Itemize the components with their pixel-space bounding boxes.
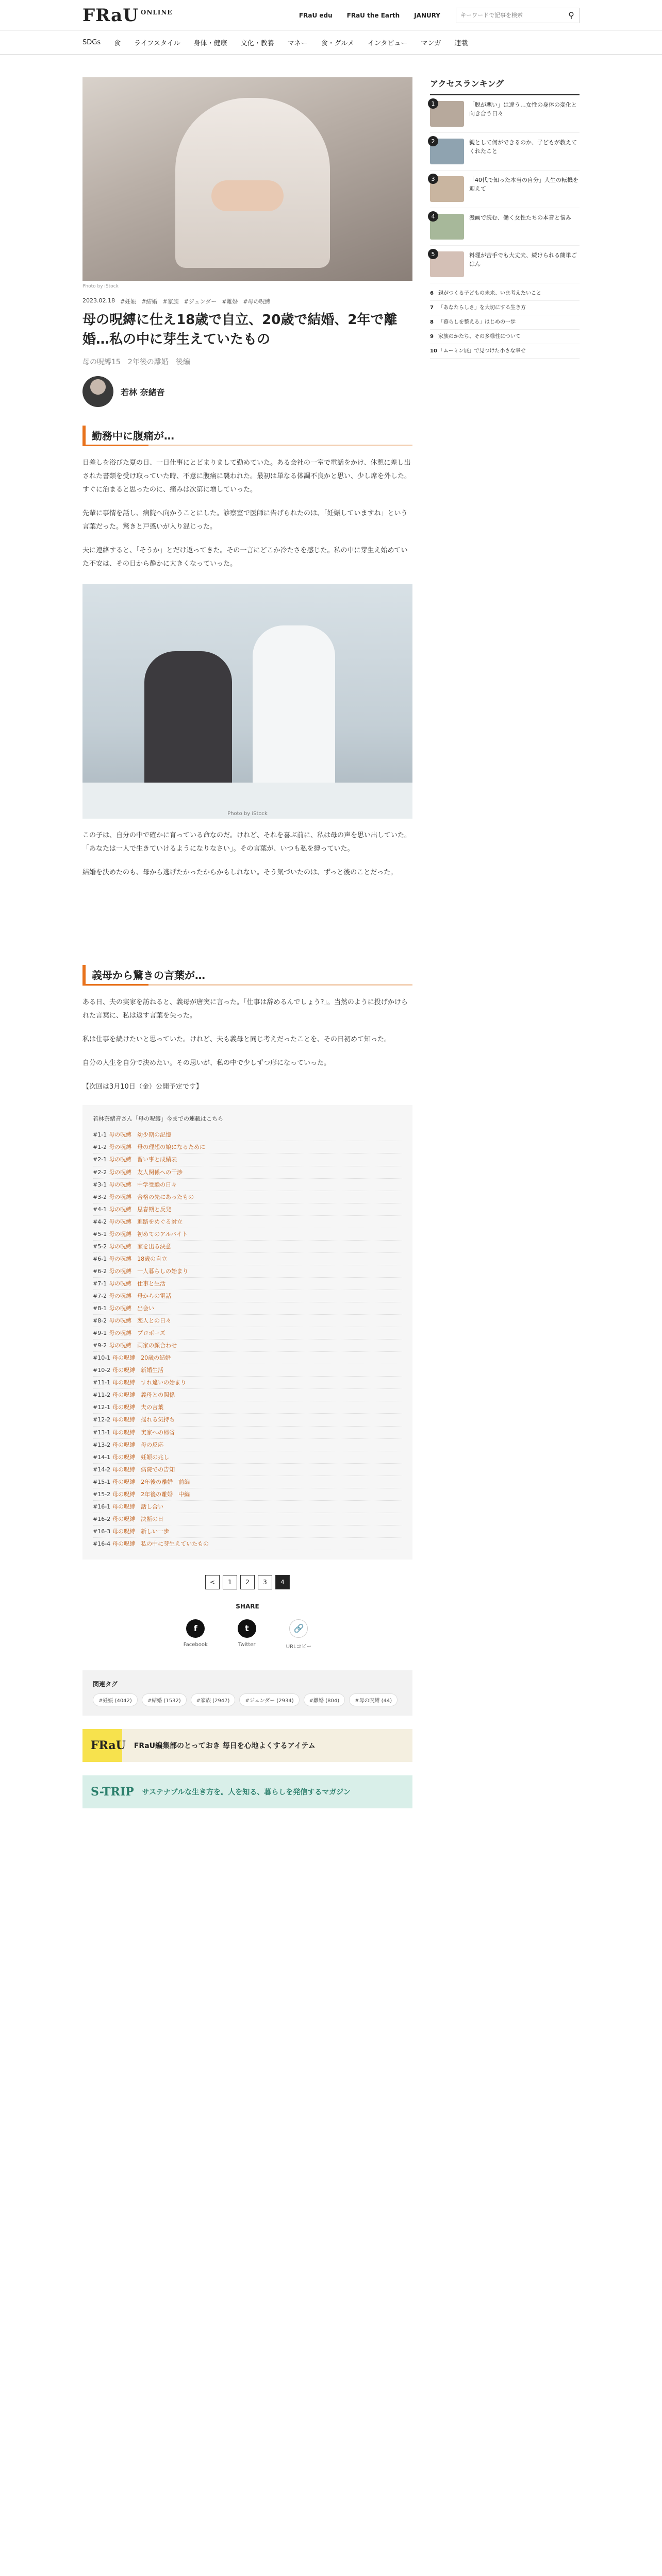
section-underline [82,445,412,446]
paragraph: この子は、自分の中で確かに育っている命なのだ。けれど、それを喜ぶ前に、私は母の声を思い出していた。「あなたは一人で生きていけるようになりなさい」。その言葉が、いつも私を縛っていた。 [82,832,411,853]
nav-interview[interactable]: インタビュー [367,40,408,47]
photo-doctor [253,625,335,795]
banner-logo: S-TRIP [91,1785,134,1799]
sublink-janury[interactable]: JANURY [414,11,440,19]
ranking-subitem[interactable]: 8 「暮らしを整える」はじめの一歩 [430,315,580,330]
episode-link[interactable]: #3-2 母の呪縛 合格の先にあったもの [93,1191,402,1204]
episode-link[interactable]: #16-1 母の呪縛 話し合い [93,1501,402,1513]
episode-link[interactable]: #6-2 母の呪縛 一人暮らしの始まり [93,1265,402,1278]
rank-number: 3 [428,174,438,184]
share-row [82,1619,412,1650]
rank-number: 5 [428,249,438,259]
episode-link[interactable]: #10-2 母の呪縛 新婚生活 [93,1364,402,1377]
ad-space [82,879,412,946]
share-twitter[interactable]: t Twitter [238,1619,256,1650]
section-underline [82,984,412,986]
tag-link[interactable]: #結婚 [141,298,158,305]
ranking-text[interactable]: 親として何ができるのか、子どもが教えてくれたこと [469,139,577,155]
page-3[interactable]: 3 [258,1575,272,1589]
nav-money[interactable]: マネー [287,40,308,47]
episode-link[interactable]: #3-1 母の呪縛 中学受験の日々 [93,1179,402,1191]
episode-link[interactable]: #6-1 母の呪縛 18歳の自立 [93,1253,402,1265]
episode-link[interactable]: #16-4 母の呪縛 私の中に芽生えていたもの [93,1538,402,1550]
photo-caption: Photo by iStock [227,811,268,817]
main-nav [0,31,662,55]
article-photo [82,584,412,819]
episode-link[interactable]: #16-2 母の呪縛 決断の日 [93,1513,402,1526]
ranking-subitem[interactable]: 10 「ムーミン展」で見つけた小さな幸せ [430,344,580,359]
ranking-subitem[interactable]: 9 家族のかたち、その多様性について [430,330,580,344]
ranking-text[interactable]: 「40代で知った本当の自分」人生の転機を迎えて [469,177,578,192]
ranking-item[interactable] [430,171,580,208]
related-tags-label: 関連タグ [93,1680,118,1688]
nav-series[interactable]: 連載 [454,40,468,47]
link-icon[interactable]: 🔗 [289,1619,308,1638]
paragraph: 先輩に事情を話し、病院へ向かうことにした。診察室で医師に告げられたのは、「妊娠していますね」という言葉だった。驚きと戸惑いが入り混じった。 [82,510,408,531]
site-logo[interactable]: FRaU $^{ONLINE}$ [82,5,173,26]
episode-link[interactable]: #8-2 母の呪縛 恋人との日々 [93,1315,402,1327]
episode-link[interactable]: #11-1 母の呪縛 すれ違いの始まり [93,1377,402,1389]
episode-link[interactable]: #1-1 母の呪縛 幼少期の記憶 [93,1129,402,1141]
paragraph: 夫に連絡すると、「そうか」とだけ返ってきた。その一言にどこか冷たさを感じた。私の中に芽生え始めていた不安は、その日から静かに大きくなっていった。 [82,547,408,568]
tag-link[interactable]: #母の呪縛 [243,298,271,305]
nav-health[interactable]: 身体・健康 [193,40,227,47]
related-tags [82,1670,412,1716]
related-tag[interactable]: #家族 (2947) [191,1693,236,1706]
pagination [82,1575,412,1589]
sublink-earth[interactable]: FRaU the Earth [346,11,400,19]
ranking-text[interactable]: 漫画で読む、働く女性たちの本音と悩み [469,214,571,221]
episode-link[interactable]: #16-3 母の呪縛 新しい一歩 [93,1526,402,1538]
episode-link[interactable]: #12-2 母の呪縛 揺れる気持ち [93,1414,402,1426]
related-tag[interactable]: #母の呪縛 (44) [349,1693,398,1706]
continuation-note: 【次回は3月10日（金）公開予定です】 [82,1083,203,1091]
paragraph: ある日、夫の実家を訪ねると、義母が唐突に言った。「仕事は辞めるんでしょう?」。当然のように投げかけられた言葉に、私は返す言葉を失った。 [82,998,408,1020]
ranking-sublist [430,286,580,359]
page-4[interactable]: 4 [275,1575,290,1589]
page-prev[interactable]: < [205,1575,220,1589]
article-main [82,77,412,1808]
ranking-text[interactable]: 料理が苦手でも大丈夫、続けられる簡単ごはん [469,252,577,267]
related-tag[interactable]: #妊娠 (4042) [93,1693,138,1706]
share-url[interactable]: 🔗 URLコピー [286,1619,311,1650]
top-header [0,0,662,31]
tag-link[interactable]: #家族 [162,298,179,305]
article-title: 母の呪縛に仕え18歳で自立、20歳で結婚、2年で離婚…私の中に芽生えていたもの [82,312,398,347]
ranking-subitem[interactable]: 6 親がつくる子どもの未来、いま考えたいこと [430,286,580,301]
banner-frau-items[interactable]: FRaU FRaU編集部のとっておき 毎日を心地よくするアイテム [82,1729,412,1762]
page-wrap [82,77,580,1808]
facebook-icon[interactable]: f [186,1619,205,1638]
tag-link[interactable]: #ジェンダー [184,298,217,305]
episode-link[interactable]: #9-1 母の呪縛 プロポーズ [93,1327,402,1340]
search-input[interactable] [456,12,564,19]
section-heading-2: 義母から驚きの言葉が… [82,965,412,984]
series-index-lead: 若林奈緒音さん「母の呪縛」今までの連載はこちら [93,1115,223,1123]
nav-food[interactable]: 食 [114,40,121,47]
sidebar [430,77,580,1808]
share-block [82,1603,412,1650]
nav-culture[interactable]: 文化・教養 [240,40,274,47]
paragraph: 私は仕事を続けたいと思っていた。けれど、夫も義母と同じ考えだったことを、その日初めて知った。 [82,1036,391,1044]
episode-link[interactable]: #8-1 母の呪縛 出会い [93,1302,402,1315]
tag-link[interactable]: #離婚 [222,298,238,305]
episode-link[interactable]: #14-2 母の呪縛 病院での告知 [93,1464,402,1476]
ranking-item[interactable] [430,133,580,171]
episode-link[interactable]: #4-1 母の呪縛 思春期と反発 [93,1204,402,1216]
episode-link[interactable]: #15-1 母の呪縛 2年後の離婚 前編 [93,1476,402,1488]
search-icon[interactable]: ⚲ [568,10,574,20]
ranking-item[interactable] [430,95,580,133]
related-tag[interactable]: #離婚 (804) [304,1693,345,1706]
article-tags [82,297,412,306]
episode-link[interactable]: #13-1 母の呪縛 実家への帰省 [93,1427,402,1439]
related-tag[interactable]: #ジェンダー (2934) [239,1693,299,1706]
rank-number: 4 [428,211,438,222]
paragraph: 結婚を決めたのも、母から逃げたかったからかもしれない。そう気づいたのは、ずっと後のことだった。 [82,869,398,877]
ranking-title: アクセスランキング [430,77,580,95]
episode-link[interactable]: #4-2 母の呪縛 進路をめぐる対立 [93,1216,402,1228]
hero-hands [211,180,284,211]
nav-lifestyle[interactable]: ライフスタイル [134,40,180,47]
related-tag-list [93,1693,402,1706]
episode-link[interactable]: #12-1 母の呪縛 夫の言葉 [93,1401,402,1414]
paragraph: 自分の人生を自分で決めたい。その思いが、私の中で少しずつ形になっていった。 [82,1059,331,1067]
twitter-icon[interactable]: t [238,1619,256,1638]
episode-link[interactable]: #9-2 母の呪縛 両家の顔合わせ [93,1340,402,1352]
related-tag[interactable]: #結婚 (1532) [142,1693,187,1706]
episode-link[interactable]: #15-2 母の呪縛 2年後の離婚 中編 [93,1488,402,1501]
tag-link[interactable]: #妊娠 [120,298,137,305]
banner-s-trip[interactable]: S-TRIP サステナブルな生き方を。人を知る、暮らしを発信するマガジン [82,1775,412,1808]
rank-number: 1 [428,98,438,109]
share-label: SHARE [236,1602,259,1610]
episode-link[interactable]: #14-1 母の呪縛 妊娠の兆し [93,1451,402,1464]
episode-link[interactable]: #10-1 母の呪縛 20歳の結婚 [93,1352,402,1364]
nav-manga[interactable]: マンガ [421,40,441,47]
photo-patient [144,651,232,795]
sublink-edu[interactable]: FRaU edu [299,11,333,19]
search-box [456,8,580,23]
section-heading-1: 勤務中に腹痛が… [82,426,412,445]
episode-link[interactable]: #5-2 母の呪縛 家を出る決意 [93,1241,402,1253]
series-episode-list [93,1129,402,1550]
rank-number: 2 [428,136,438,146]
page-2[interactable]: 2 [240,1575,255,1589]
episode-link[interactable]: #13-2 母の呪縛 母の反応 [93,1439,402,1451]
nav-sdgs[interactable]: SDGs [82,39,101,46]
photo-credit: Photo by iStock [82,284,119,289]
share-facebook[interactable]: f Facebook [184,1619,208,1650]
publish-date: 2023.02.18 [82,297,115,304]
sub-links [299,12,440,19]
avatar[interactable] [82,376,113,407]
author-block[interactable] [82,376,412,407]
author-name[interactable]: 若林 奈緒音 [121,387,165,397]
series-label: 母の呪縛15 2年後の離婚 後編 [82,358,190,367]
episode-link[interactable]: #2-2 母の呪縛 友人関係への干渉 [93,1166,402,1179]
ranking-subitem[interactable]: 7 「あなたらしさ」を大切にする生き方 [430,301,580,315]
ranking-list [430,95,580,283]
ranking-item[interactable] [430,208,580,246]
paragraph: 日差しを浴びた夏の日、一日仕事にとどまりまして勤めていた。ある会社の一室で電話をかけ、休憩に差し出された書類を受け取っていた時、不意に腹痛に襲われた。最初は単なる体調不良かと思い、少し席を外した。すぐに治まると思ったのに、痛みは次第に増していった。 [82,459,411,494]
hero-image [82,77,412,281]
banner-logo: FRaU [91,1738,126,1752]
episode-link[interactable]: #7-2 母の呪縛 母からの電話 [93,1290,402,1302]
page-1[interactable]: 1 [223,1575,237,1589]
episode-link[interactable]: #2-1 母の呪縛 習い事と成績表 [93,1154,402,1166]
episode-link[interactable]: #7-1 母の呪縛 仕事と生活 [93,1278,402,1290]
episode-link[interactable]: #1-2 母の呪縛 母の理想の娘になるために [93,1141,402,1154]
nav-gourmet[interactable]: 食・グルメ [321,40,354,47]
series-index-box [82,1105,412,1560]
episode-link[interactable]: #5-1 母の呪縛 初めてのアルバイト [93,1228,402,1241]
ranking-item[interactable] [430,246,580,283]
ranking-text[interactable]: 「脱が悪い」は違う…女性の身体の変化と向き合う日々 [469,101,577,117]
episode-link[interactable]: #11-2 母の呪縛 義母との関係 [93,1389,402,1401]
